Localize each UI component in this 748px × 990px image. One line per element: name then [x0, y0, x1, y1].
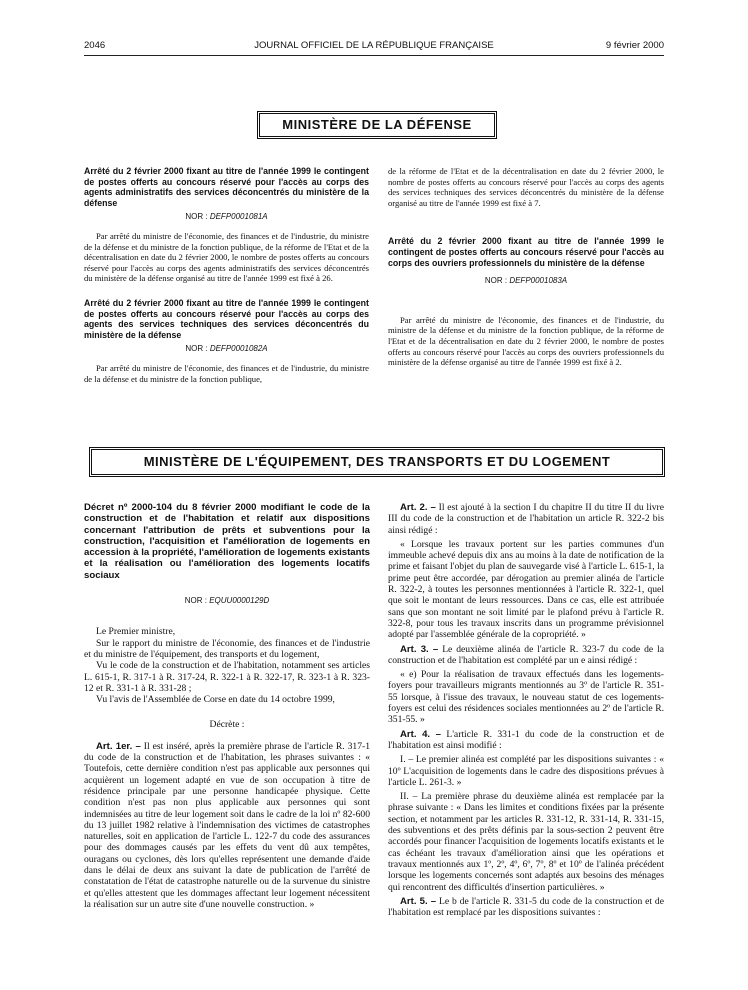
article-2-quote: « Lorsque les travaux portent sur les parties communes d'un immeuble achevé depuis dix ans au moins à la date de notification de la prime et faisant l'objet du plan de sauvegarde visé à l'article L. 615-1, la prime peut être accordée, par dérogation au premier alinéa de l'article R. 322-2, à toutes les personnes mentionnées à l'article R. 322-1, quel que soit le montant de leurs ressources. Dans ce cas, elle est attribuée sans que son montant ne soit limité par le plafond prévu à l'article R. 322-8, pour tous les travaux inscrits dans un programme prévisionnel adopté par l'assemblée générale de la copropriété. » [388, 538, 664, 641]
page-number: 2046 [84, 40, 106, 51]
arrete-2-nor: NOR : DEFP0001082A [185, 344, 268, 354]
decret-nor: NOR : EQUU0000129D [184, 596, 270, 606]
header-rule [84, 55, 664, 56]
decret-p3: Vu le code de la construction et de l'habitation, notamment ses articles L. 615-1, R. 317-1 à R. 317-24, R. 322-1 à R. 322-17, R. 323-1 à R. 323-12 et R. 331-1 à R. 331-28 ; [84, 660, 370, 694]
article-3-text: Le deuxième alinéa de l'article R. 323-7 du code de la construction et de l'habitation est complété par un e ainsi rédigé : [388, 643, 665, 666]
article-1 [84, 741, 370, 910]
journal-title: JOURNAL OFFICIEL DE LA RÉPUBLIQUE FRANÇAISE [254, 40, 494, 51]
decret-p1: Le Premier ministre, [96, 626, 176, 638]
decret-p2: Sur le rapport du ministre de l'économie, des finances et de l'industrie et du ministre de l'équipement, des transports et du logement, [84, 637, 370, 660]
article-1-label: Art. 1er. – [96, 740, 141, 752]
arrete-2-body-start: Par arrêté du ministre de l'économie, des finances et de l'industrie, du ministre de la défense et du ministre de la fonction publique, [84, 362, 369, 384]
decret-decrete: Décrète : [209, 719, 245, 731]
article-5 [388, 896, 664, 919]
article-2-text: Il est ajouté à la section I du chapitre II du titre II du livre III du code de la construction et de l'habitation un article R. 322-2 bis ainsi rédigé : [388, 502, 664, 536]
article-3-label: Art. 3. – [400, 643, 439, 655]
article-3-quote: « e) Pour la réalisation de travaux effectués dans les logements-foyers pour travailleurs migrants mentionnés au 3º de l'article R. 351-55 lorsque, à l'issue des travaux, le nouveau statut de ces logements-foyers est celui des résidences sociales mentionnées au 2º de l'article R. 351-55. » [388, 669, 664, 726]
running-header [84, 40, 664, 54]
defense-right-column [388, 166, 664, 368]
arrete-2-body-cont: de la réforme de l'Etat et de la décentralisation en date du 2 février 2000, le nombre de postes offerts au concours réservé pour l'accès au corps des agents des services techniques des services déconcentrés du ministère de la défense organisé au titre de l'année 1999 est fixé à 7. [388, 166, 664, 208]
article-4-label: Art. 4. – [400, 728, 442, 740]
arrete-1-heading: Arrêté du 2 février 2000 fixant au titre de l'année 1999 le contingent de postes offerts au concours réservé pour l'accès au corps des agents administratifs des services déconcentrés du ministère de la défense [84, 166, 369, 208]
article-2-label: Art. 2. – [400, 502, 436, 513]
article-1-text: Il est inséré, après la première phrase de l'article R. 317-1 du code de la construction et de l'habitation, les phrases suivantes : « Toutefois, cette dernière condition n'est pas applicable aux personnes qui acquièrent un logement adapté en vue de son occupation à titre de résidence principale par une personne handicapée physique. Cette condition n'est pas non plus applicable aux personnes qui sont indemnisées au titre de leur logement soit dans le cadre de la loi nº 82-600 du 13 juillet 1982 relative à l'indemnisation des victimes de catastrophes naturelles, soit en application de l'article L. 122-7 du code des assurances pour des dommages causés par les effets du vent dû aux tempêtes, ouragans ou cyclones, dès lors qu'elles représentent une demande d'aide dans le délai de deux ans suivant la date de publication de l'arrêté de constatation de l'état de catastrophe naturelle ou de la survenue du sinistre et qu'elles attestent que les dommages affectant leur logement nécessitent la réalisation sur un autre site d'une nouvelle construction. » [84, 740, 370, 910]
article-4 [388, 729, 664, 752]
arrete-2-heading: Arrêté du 2 février 2000 fixant au titre de l'année 1999 le contingent de postes offerts au concours réservé pour l'accès au corps des agents des services techniques des services déconcentrés du ministère de la défense [84, 297, 369, 340]
section-title-equipement: MINISTÈRE DE L'ÉQUIPEMENT, DES TRANSPORTS ET DU LOGEMENT [89, 447, 665, 477]
article-4-ii: II. – La première phrase du deuxième alinéa est remplacée par la phrase suivante : « Dans les limites et conditions fixées par la présente section, et notamment par les articles R. 331-12, R. 331-14, R. 331-15, des subventions et des prêts définis par la sous-section 2 peuvent être accordés pour financer l'acquisition de logements locatifs existants et le cas échéant les travaux d'amélioration ainsi que les opérations et travaux mentionnés aux 1º, 2º, 4º, 6º, 7º, 8º et 10º de l'alinéa précédent lorsque les logements concernés sont adaptés aux besoins des ménages qui rencontrent des difficultés d'insertion particulières. » [388, 791, 664, 893]
arrete-3-body: Par arrêté du ministre de l'économie, des finances et de l'industrie, du ministre de la défense et du ministre de la fonction publique, de la réforme de l'Etat et de la décentralisation en date du 2 février 2000, le nombre de postes offerts au concours réservé pour l'accès au corps des ouvriers professionnels du ministère de la défense organisé au titre de l'année 1999 est fixé à 2. [388, 314, 664, 368]
arrete-3-heading: Arrêté du 2 février 2000 fixant au titre de l'année 1999 le contingent de postes offerts au concours réservé pour l'accès au corps des ouvriers professionnels du ministère de la défense [388, 236, 664, 268]
decret-heading: Décret nº 2000-104 du 8 février 2000 modifiant le code de la construction et de l'habitation et relatif aux dispositions concernant l'attribution de prêts et subventions pour la construction, l'acquisition et l'amélioration de logements en accession à la propriété, l'amélioration de logements existants et la réalisation ou l'amélioration des logements locatifs sociaux [84, 502, 370, 581]
defense-left-column [84, 166, 369, 384]
arrete-1-body: Par arrêté du ministre de l'économie, des finances et de l'industrie, du ministre de la défense et du ministre de la fonction publique, de la réforme de l'Etat et de la décentralisation en date du 2 février 2000, le nombre de postes offerts au concours réservé pour l'accès au corps des agents administratifs des services déconcentrés du ministère de la défense organisé au titre de l'année 1999 est fixé à 26. [84, 230, 369, 284]
article-5-label: Art. 5. – [400, 895, 437, 907]
article-2 [388, 502, 664, 536]
equipement-right-column [388, 502, 664, 918]
article-4-i: I. – Le premier alinéa est complété par les dispositions suivantes : « 10º L'acquisition de logements dans le cadre des dispositions prévues à l'article L. 261-3. » [388, 754, 664, 788]
section-title-defense: MINISTÈRE DE LA DÉFENSE [257, 111, 497, 139]
article-3 [388, 644, 664, 667]
decret-p4: Vu l'avis de l'Assemblée de Corse en date du 14 octobre 1999, [96, 694, 335, 706]
arrete-3-nor: NOR : DEFP0001083A [484, 276, 568, 286]
arrete-1-nor: NOR : DEFP0001081A [185, 212, 268, 222]
issue-date: 9 février 2000 [605, 40, 664, 51]
article-4-text: L'article R. 331-1 du code de la construction et de l'habitation est ainsi modifié : [388, 728, 664, 751]
equipement-left-column [84, 502, 370, 910]
article-5-text: Le b de l'article R. 331-5 du code de la construction et de l'habitation est remplacé par les dispositions suivantes : [388, 895, 664, 919]
